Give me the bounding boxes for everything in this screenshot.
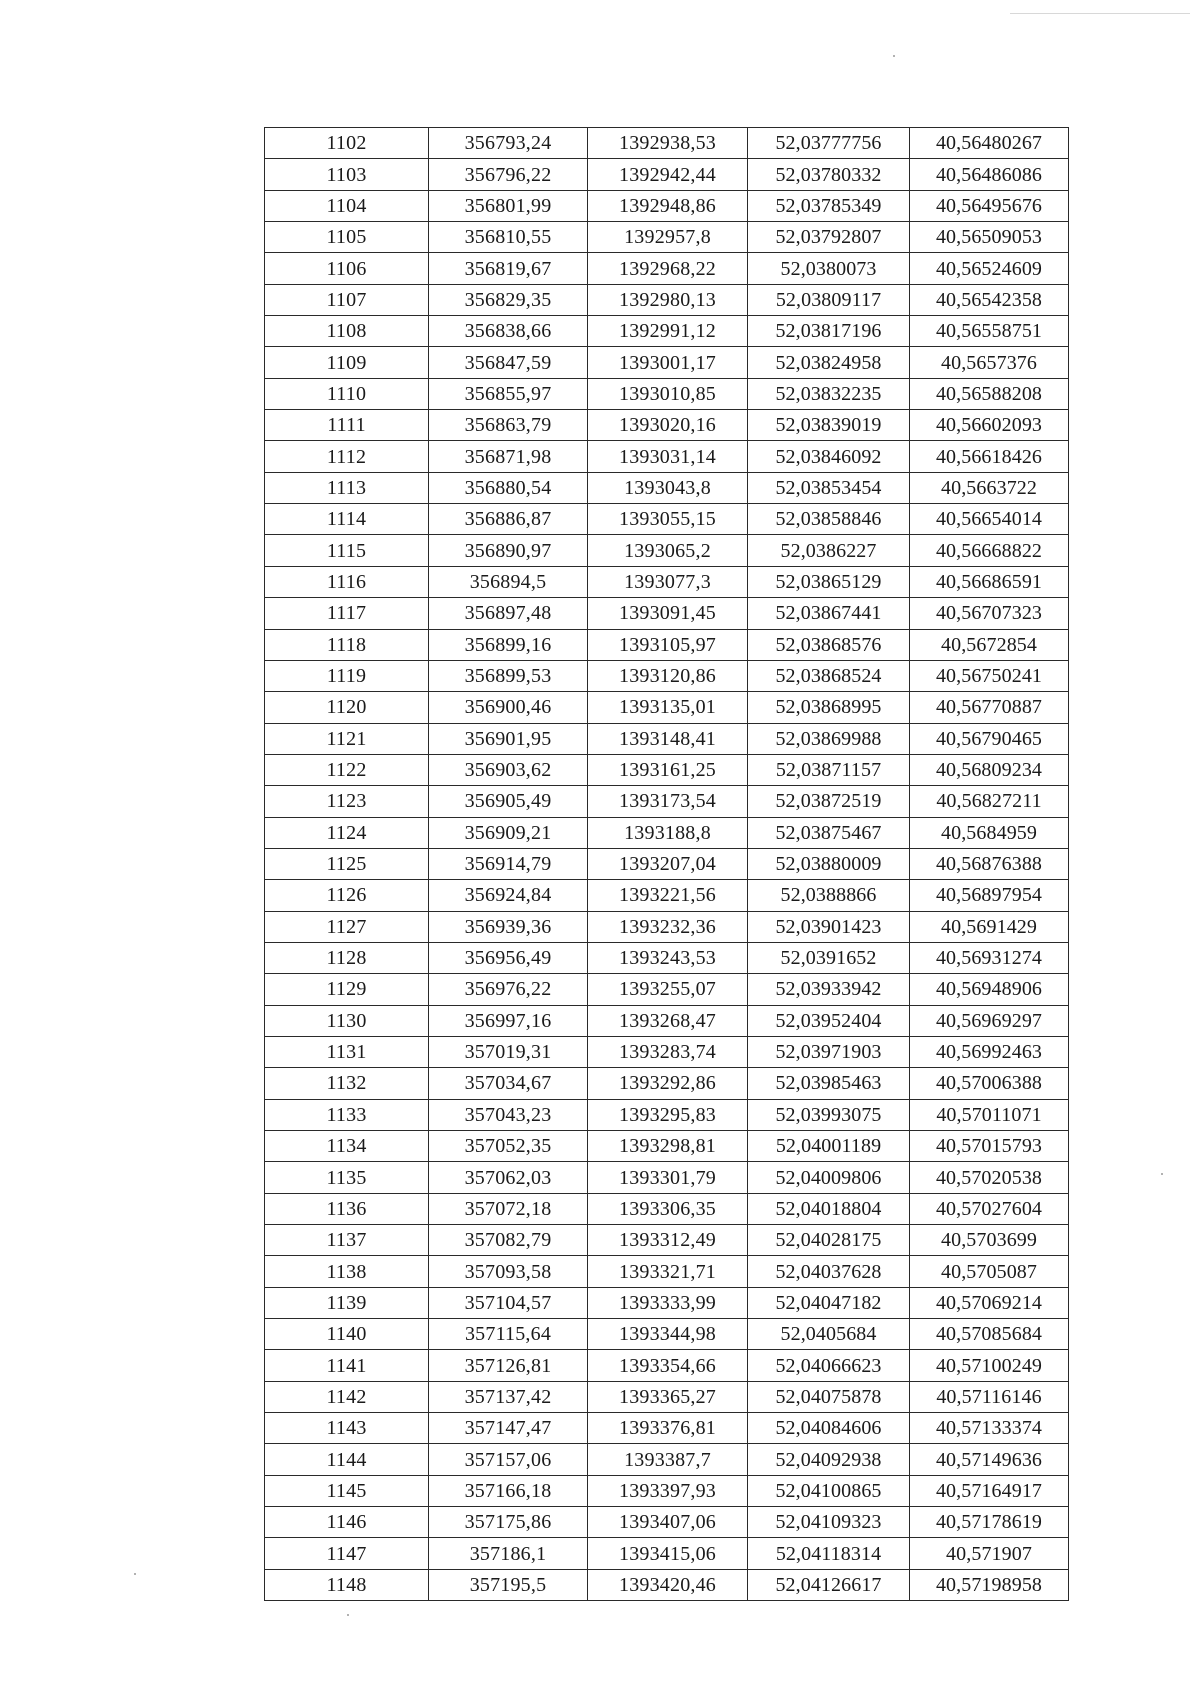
table-row bbox=[265, 754, 1069, 785]
point-number-cell: 1113 bbox=[265, 472, 429, 503]
table-row bbox=[265, 1193, 1069, 1224]
x-coordinate-cell: 356901,95 bbox=[429, 723, 588, 754]
latitude-cell: 52,0405684 bbox=[748, 1319, 910, 1350]
y-coordinate-cell: 1392991,12 bbox=[588, 316, 748, 347]
table-row bbox=[265, 1287, 1069, 1318]
y-coordinate-cell: 1392942,44 bbox=[588, 159, 748, 190]
y-coordinate-cell: 1393415,06 bbox=[588, 1538, 748, 1569]
table-row bbox=[265, 1569, 1069, 1600]
table-row bbox=[265, 629, 1069, 660]
table-row bbox=[265, 504, 1069, 535]
table-row bbox=[265, 253, 1069, 284]
x-coordinate-cell: 356855,97 bbox=[429, 378, 588, 409]
latitude-cell: 52,04109323 bbox=[748, 1507, 910, 1538]
x-coordinate-cell: 356905,49 bbox=[429, 786, 588, 817]
x-coordinate-cell: 357062,03 bbox=[429, 1162, 588, 1193]
longitude-cell: 40,57198958 bbox=[910, 1569, 1069, 1600]
table-row bbox=[265, 1507, 1069, 1538]
table-row bbox=[265, 1413, 1069, 1444]
point-number-cell: 1137 bbox=[265, 1225, 429, 1256]
table-row bbox=[265, 660, 1069, 691]
longitude-cell: 40,56495676 bbox=[910, 190, 1069, 221]
table-row bbox=[265, 1225, 1069, 1256]
y-coordinate-cell: 1393091,45 bbox=[588, 598, 748, 629]
point-number-cell: 1109 bbox=[265, 347, 429, 378]
table-row bbox=[265, 190, 1069, 221]
x-coordinate-cell: 356899,16 bbox=[429, 629, 588, 660]
y-coordinate-cell: 1393020,16 bbox=[588, 410, 748, 441]
latitude-cell: 52,03839019 bbox=[748, 410, 910, 441]
y-coordinate-cell: 1393188,8 bbox=[588, 817, 748, 848]
longitude-cell: 40,56897954 bbox=[910, 880, 1069, 911]
table-row bbox=[265, 159, 1069, 190]
latitude-cell: 52,04084606 bbox=[748, 1413, 910, 1444]
x-coordinate-cell: 356829,35 bbox=[429, 284, 588, 315]
point-number-cell: 1103 bbox=[265, 159, 429, 190]
y-coordinate-cell: 1393321,71 bbox=[588, 1256, 748, 1287]
point-number-cell: 1131 bbox=[265, 1036, 429, 1067]
longitude-cell: 40,56809234 bbox=[910, 754, 1069, 785]
point-number-cell: 1105 bbox=[265, 222, 429, 253]
y-coordinate-cell: 1393055,15 bbox=[588, 504, 748, 535]
latitude-cell: 52,04037628 bbox=[748, 1256, 910, 1287]
longitude-cell: 40,56750241 bbox=[910, 660, 1069, 691]
longitude-cell: 40,56588208 bbox=[910, 378, 1069, 409]
latitude-cell: 52,04118314 bbox=[748, 1538, 910, 1569]
x-coordinate-cell: 357052,35 bbox=[429, 1131, 588, 1162]
latitude-cell: 52,03780332 bbox=[748, 159, 910, 190]
y-coordinate-cell: 1393031,14 bbox=[588, 441, 748, 472]
y-coordinate-cell: 1393407,06 bbox=[588, 1507, 748, 1538]
x-coordinate-cell: 356956,49 bbox=[429, 942, 588, 973]
table-row bbox=[265, 880, 1069, 911]
point-number-cell: 1141 bbox=[265, 1350, 429, 1381]
y-coordinate-cell: 1393148,41 bbox=[588, 723, 748, 754]
latitude-cell: 52,04100865 bbox=[748, 1475, 910, 1506]
point-number-cell: 1110 bbox=[265, 378, 429, 409]
x-coordinate-cell: 357072,18 bbox=[429, 1193, 588, 1224]
latitude-cell: 52,04126617 bbox=[748, 1569, 910, 1600]
x-coordinate-cell: 356897,48 bbox=[429, 598, 588, 629]
table-row bbox=[265, 692, 1069, 723]
y-coordinate-cell: 1393420,46 bbox=[588, 1569, 748, 1600]
point-number-cell: 1136 bbox=[265, 1193, 429, 1224]
longitude-cell: 40,56686591 bbox=[910, 566, 1069, 597]
latitude-cell: 52,03777756 bbox=[748, 128, 910, 159]
x-coordinate-cell: 356924,84 bbox=[429, 880, 588, 911]
y-coordinate-cell: 1392980,13 bbox=[588, 284, 748, 315]
latitude-cell: 52,03868576 bbox=[748, 629, 910, 660]
point-number-cell: 1128 bbox=[265, 942, 429, 973]
table-row bbox=[265, 1538, 1069, 1569]
longitude-cell: 40,56486086 bbox=[910, 159, 1069, 190]
x-coordinate-cell: 356793,24 bbox=[429, 128, 588, 159]
point-number-cell: 1142 bbox=[265, 1381, 429, 1412]
x-coordinate-cell: 357126,81 bbox=[429, 1350, 588, 1381]
latitude-cell: 52,04009806 bbox=[748, 1162, 910, 1193]
x-coordinate-cell: 357115,64 bbox=[429, 1319, 588, 1350]
table-row bbox=[265, 347, 1069, 378]
y-coordinate-cell: 1393010,85 bbox=[588, 378, 748, 409]
point-number-cell: 1123 bbox=[265, 786, 429, 817]
table-row bbox=[265, 1256, 1069, 1287]
x-coordinate-cell: 356976,22 bbox=[429, 974, 588, 1005]
latitude-cell: 52,03901423 bbox=[748, 911, 910, 942]
y-coordinate-cell: 1393065,2 bbox=[588, 535, 748, 566]
point-number-cell: 1120 bbox=[265, 692, 429, 723]
latitude-cell: 52,03985463 bbox=[748, 1068, 910, 1099]
point-number-cell: 1108 bbox=[265, 316, 429, 347]
longitude-cell: 40,56618426 bbox=[910, 441, 1069, 472]
latitude-cell: 52,03869988 bbox=[748, 723, 910, 754]
y-coordinate-cell: 1393268,47 bbox=[588, 1005, 748, 1036]
y-coordinate-cell: 1393135,01 bbox=[588, 692, 748, 723]
coordinates-table bbox=[264, 127, 1069, 1601]
latitude-cell: 52,03880009 bbox=[748, 848, 910, 879]
y-coordinate-cell: 1393255,07 bbox=[588, 974, 748, 1005]
x-coordinate-cell: 357137,42 bbox=[429, 1381, 588, 1412]
x-coordinate-cell: 356894,5 bbox=[429, 566, 588, 597]
longitude-cell: 40,5691429 bbox=[910, 911, 1069, 942]
x-coordinate-cell: 357104,57 bbox=[429, 1287, 588, 1318]
y-coordinate-cell: 1393207,04 bbox=[588, 848, 748, 879]
y-coordinate-cell: 1393001,17 bbox=[588, 347, 748, 378]
x-coordinate-cell: 357157,06 bbox=[429, 1444, 588, 1475]
x-coordinate-cell: 356880,54 bbox=[429, 472, 588, 503]
x-coordinate-cell: 357043,23 bbox=[429, 1099, 588, 1130]
y-coordinate-cell: 1393333,99 bbox=[588, 1287, 748, 1318]
x-coordinate-cell: 356886,87 bbox=[429, 504, 588, 535]
latitude-cell: 52,03952404 bbox=[748, 1005, 910, 1036]
y-coordinate-cell: 1392968,22 bbox=[588, 253, 748, 284]
point-number-cell: 1146 bbox=[265, 1507, 429, 1538]
x-coordinate-cell: 357019,31 bbox=[429, 1036, 588, 1067]
y-coordinate-cell: 1393283,74 bbox=[588, 1036, 748, 1067]
point-number-cell: 1143 bbox=[265, 1413, 429, 1444]
longitude-cell: 40,5672854 bbox=[910, 629, 1069, 660]
point-number-cell: 1144 bbox=[265, 1444, 429, 1475]
longitude-cell: 40,56558751 bbox=[910, 316, 1069, 347]
scan-speck bbox=[893, 55, 895, 57]
scan-speck bbox=[347, 1614, 349, 1616]
x-coordinate-cell: 356801,99 bbox=[429, 190, 588, 221]
longitude-cell: 40,5663722 bbox=[910, 472, 1069, 503]
latitude-cell: 52,03865129 bbox=[748, 566, 910, 597]
table-row bbox=[265, 786, 1069, 817]
table-row bbox=[265, 598, 1069, 629]
longitude-cell: 40,57006388 bbox=[910, 1068, 1069, 1099]
longitude-cell: 40,56969297 bbox=[910, 1005, 1069, 1036]
latitude-cell: 52,03867441 bbox=[748, 598, 910, 629]
longitude-cell: 40,56654014 bbox=[910, 504, 1069, 535]
longitude-cell: 40,56480267 bbox=[910, 128, 1069, 159]
point-number-cell: 1147 bbox=[265, 1538, 429, 1569]
longitude-cell: 40,5657376 bbox=[910, 347, 1069, 378]
y-coordinate-cell: 1393376,81 bbox=[588, 1413, 748, 1444]
point-number-cell: 1133 bbox=[265, 1099, 429, 1130]
scan-speck bbox=[1161, 1173, 1163, 1175]
longitude-cell: 40,56948906 bbox=[910, 974, 1069, 1005]
longitude-cell: 40,57100249 bbox=[910, 1350, 1069, 1381]
y-coordinate-cell: 1393292,86 bbox=[588, 1068, 748, 1099]
longitude-cell: 40,56876388 bbox=[910, 848, 1069, 879]
point-number-cell: 1135 bbox=[265, 1162, 429, 1193]
latitude-cell: 52,03868524 bbox=[748, 660, 910, 691]
latitude-cell: 52,03971903 bbox=[748, 1036, 910, 1067]
latitude-cell: 52,04092938 bbox=[748, 1444, 910, 1475]
x-coordinate-cell: 356796,22 bbox=[429, 159, 588, 190]
latitude-cell: 52,03846092 bbox=[748, 441, 910, 472]
table-row bbox=[265, 1036, 1069, 1067]
table-row bbox=[265, 723, 1069, 754]
longitude-cell: 40,56668822 bbox=[910, 535, 1069, 566]
scan-edge-mark bbox=[1010, 13, 1190, 14]
point-number-cell: 1118 bbox=[265, 629, 429, 660]
latitude-cell: 52,03871157 bbox=[748, 754, 910, 785]
point-number-cell: 1122 bbox=[265, 754, 429, 785]
x-coordinate-cell: 356871,98 bbox=[429, 441, 588, 472]
y-coordinate-cell: 1393243,53 bbox=[588, 942, 748, 973]
longitude-cell: 40,57133374 bbox=[910, 1413, 1069, 1444]
point-number-cell: 1115 bbox=[265, 535, 429, 566]
point-number-cell: 1104 bbox=[265, 190, 429, 221]
latitude-cell: 52,03993075 bbox=[748, 1099, 910, 1130]
point-number-cell: 1124 bbox=[265, 817, 429, 848]
table-row bbox=[265, 472, 1069, 503]
y-coordinate-cell: 1393043,8 bbox=[588, 472, 748, 503]
x-coordinate-cell: 356890,97 bbox=[429, 535, 588, 566]
latitude-cell: 52,04018804 bbox=[748, 1193, 910, 1224]
longitude-cell: 40,57015793 bbox=[910, 1131, 1069, 1162]
point-number-cell: 1148 bbox=[265, 1569, 429, 1600]
latitude-cell: 52,03872519 bbox=[748, 786, 910, 817]
table-row bbox=[265, 1319, 1069, 1350]
point-number-cell: 1126 bbox=[265, 880, 429, 911]
table-row bbox=[265, 566, 1069, 597]
point-number-cell: 1139 bbox=[265, 1287, 429, 1318]
point-number-cell: 1125 bbox=[265, 848, 429, 879]
longitude-cell: 40,57069214 bbox=[910, 1287, 1069, 1318]
point-number-cell: 1140 bbox=[265, 1319, 429, 1350]
table-row bbox=[265, 441, 1069, 472]
longitude-cell: 40,56827211 bbox=[910, 786, 1069, 817]
table-row bbox=[265, 128, 1069, 159]
point-number-cell: 1119 bbox=[265, 660, 429, 691]
y-coordinate-cell: 1393387,7 bbox=[588, 1444, 748, 1475]
longitude-cell: 40,56992463 bbox=[910, 1036, 1069, 1067]
y-coordinate-cell: 1393077,3 bbox=[588, 566, 748, 597]
point-number-cell: 1117 bbox=[265, 598, 429, 629]
x-coordinate-cell: 356810,55 bbox=[429, 222, 588, 253]
latitude-cell: 52,04075878 bbox=[748, 1381, 910, 1412]
longitude-cell: 40,56770887 bbox=[910, 692, 1069, 723]
latitude-cell: 52,04028175 bbox=[748, 1225, 910, 1256]
latitude-cell: 52,03809117 bbox=[748, 284, 910, 315]
y-coordinate-cell: 1393365,27 bbox=[588, 1381, 748, 1412]
table-row bbox=[265, 911, 1069, 942]
longitude-cell: 40,57085684 bbox=[910, 1319, 1069, 1350]
table-row bbox=[265, 316, 1069, 347]
x-coordinate-cell: 356997,16 bbox=[429, 1005, 588, 1036]
longitude-cell: 40,56790465 bbox=[910, 723, 1069, 754]
point-number-cell: 1111 bbox=[265, 410, 429, 441]
longitude-cell: 40,57178619 bbox=[910, 1507, 1069, 1538]
table-row bbox=[265, 222, 1069, 253]
latitude-cell: 52,03832235 bbox=[748, 378, 910, 409]
scan-speck bbox=[134, 1573, 136, 1575]
x-coordinate-cell: 357166,18 bbox=[429, 1475, 588, 1506]
table-row bbox=[265, 1099, 1069, 1130]
table-row bbox=[265, 535, 1069, 566]
point-number-cell: 1116 bbox=[265, 566, 429, 597]
latitude-cell: 52,0380073 bbox=[748, 253, 910, 284]
y-coordinate-cell: 1393105,97 bbox=[588, 629, 748, 660]
y-coordinate-cell: 1393221,56 bbox=[588, 880, 748, 911]
point-number-cell: 1112 bbox=[265, 441, 429, 472]
x-coordinate-cell: 356838,66 bbox=[429, 316, 588, 347]
x-coordinate-cell: 356863,79 bbox=[429, 410, 588, 441]
longitude-cell: 40,56602093 bbox=[910, 410, 1069, 441]
latitude-cell: 52,03875467 bbox=[748, 817, 910, 848]
coordinates-table-body bbox=[265, 128, 1069, 1601]
latitude-cell: 52,03824958 bbox=[748, 347, 910, 378]
y-coordinate-cell: 1393161,25 bbox=[588, 754, 748, 785]
longitude-cell: 40,56542358 bbox=[910, 284, 1069, 315]
table-row bbox=[265, 410, 1069, 441]
y-coordinate-cell: 1393232,36 bbox=[588, 911, 748, 942]
longitude-cell: 40,57149636 bbox=[910, 1444, 1069, 1475]
longitude-cell: 40,57116146 bbox=[910, 1381, 1069, 1412]
point-number-cell: 1132 bbox=[265, 1068, 429, 1099]
table-row bbox=[265, 1350, 1069, 1381]
table-row bbox=[265, 974, 1069, 1005]
x-coordinate-cell: 356903,62 bbox=[429, 754, 588, 785]
table-row bbox=[265, 817, 1069, 848]
latitude-cell: 52,0388866 bbox=[748, 880, 910, 911]
longitude-cell: 40,56524609 bbox=[910, 253, 1069, 284]
table-row bbox=[265, 378, 1069, 409]
latitude-cell: 52,03868995 bbox=[748, 692, 910, 723]
table-row bbox=[265, 1162, 1069, 1193]
longitude-cell: 40,57164917 bbox=[910, 1475, 1069, 1506]
point-number-cell: 1129 bbox=[265, 974, 429, 1005]
y-coordinate-cell: 1392938,53 bbox=[588, 128, 748, 159]
table-row bbox=[265, 1381, 1069, 1412]
longitude-cell: 40,5684959 bbox=[910, 817, 1069, 848]
point-number-cell: 1107 bbox=[265, 284, 429, 315]
y-coordinate-cell: 1393301,79 bbox=[588, 1162, 748, 1193]
longitude-cell: 40,57020538 bbox=[910, 1162, 1069, 1193]
longitude-cell: 40,56931274 bbox=[910, 942, 1069, 973]
x-coordinate-cell: 357034,67 bbox=[429, 1068, 588, 1099]
x-coordinate-cell: 357175,86 bbox=[429, 1507, 588, 1538]
x-coordinate-cell: 356900,46 bbox=[429, 692, 588, 723]
y-coordinate-cell: 1393173,54 bbox=[588, 786, 748, 817]
point-number-cell: 1121 bbox=[265, 723, 429, 754]
latitude-cell: 52,03853454 bbox=[748, 472, 910, 503]
x-coordinate-cell: 357093,58 bbox=[429, 1256, 588, 1287]
longitude-cell: 40,56509053 bbox=[910, 222, 1069, 253]
y-coordinate-cell: 1392957,8 bbox=[588, 222, 748, 253]
latitude-cell: 52,04001189 bbox=[748, 1131, 910, 1162]
x-coordinate-cell: 356899,53 bbox=[429, 660, 588, 691]
point-number-cell: 1138 bbox=[265, 1256, 429, 1287]
table-row bbox=[265, 1068, 1069, 1099]
longitude-cell: 40,571907 bbox=[910, 1538, 1069, 1569]
table-row bbox=[265, 1005, 1069, 1036]
x-coordinate-cell: 357195,5 bbox=[429, 1569, 588, 1600]
latitude-cell: 52,0391652 bbox=[748, 942, 910, 973]
x-coordinate-cell: 356819,67 bbox=[429, 253, 588, 284]
longitude-cell: 40,57011071 bbox=[910, 1099, 1069, 1130]
y-coordinate-cell: 1393298,81 bbox=[588, 1131, 748, 1162]
latitude-cell: 52,03858846 bbox=[748, 504, 910, 535]
table-row bbox=[265, 942, 1069, 973]
y-coordinate-cell: 1393306,35 bbox=[588, 1193, 748, 1224]
latitude-cell: 52,03933942 bbox=[748, 974, 910, 1005]
x-coordinate-cell: 356847,59 bbox=[429, 347, 588, 378]
y-coordinate-cell: 1393344,98 bbox=[588, 1319, 748, 1350]
x-coordinate-cell: 356939,36 bbox=[429, 911, 588, 942]
x-coordinate-cell: 357147,47 bbox=[429, 1413, 588, 1444]
point-number-cell: 1134 bbox=[265, 1131, 429, 1162]
table-row bbox=[265, 284, 1069, 315]
y-coordinate-cell: 1392948,86 bbox=[588, 190, 748, 221]
x-coordinate-cell: 356914,79 bbox=[429, 848, 588, 879]
point-number-cell: 1114 bbox=[265, 504, 429, 535]
point-number-cell: 1102 bbox=[265, 128, 429, 159]
y-coordinate-cell: 1393120,86 bbox=[588, 660, 748, 691]
latitude-cell: 52,03817196 bbox=[748, 316, 910, 347]
y-coordinate-cell: 1393312,49 bbox=[588, 1225, 748, 1256]
y-coordinate-cell: 1393397,93 bbox=[588, 1475, 748, 1506]
x-coordinate-cell: 357082,79 bbox=[429, 1225, 588, 1256]
point-number-cell: 1106 bbox=[265, 253, 429, 284]
longitude-cell: 40,57027604 bbox=[910, 1193, 1069, 1224]
y-coordinate-cell: 1393354,66 bbox=[588, 1350, 748, 1381]
latitude-cell: 52,03792807 bbox=[748, 222, 910, 253]
latitude-cell: 52,0386227 bbox=[748, 535, 910, 566]
table-row bbox=[265, 1131, 1069, 1162]
table-row bbox=[265, 1444, 1069, 1475]
table-row bbox=[265, 848, 1069, 879]
latitude-cell: 52,04066623 bbox=[748, 1350, 910, 1381]
point-number-cell: 1145 bbox=[265, 1475, 429, 1506]
y-coordinate-cell: 1393295,83 bbox=[588, 1099, 748, 1130]
latitude-cell: 52,04047182 bbox=[748, 1287, 910, 1318]
table-row bbox=[265, 1475, 1069, 1506]
point-number-cell: 1127 bbox=[265, 911, 429, 942]
x-coordinate-cell: 356909,21 bbox=[429, 817, 588, 848]
longitude-cell: 40,5703699 bbox=[910, 1225, 1069, 1256]
latitude-cell: 52,03785349 bbox=[748, 190, 910, 221]
point-number-cell: 1130 bbox=[265, 1005, 429, 1036]
longitude-cell: 40,56707323 bbox=[910, 598, 1069, 629]
x-coordinate-cell: 357186,1 bbox=[429, 1538, 588, 1569]
longitude-cell: 40,5705087 bbox=[910, 1256, 1069, 1287]
